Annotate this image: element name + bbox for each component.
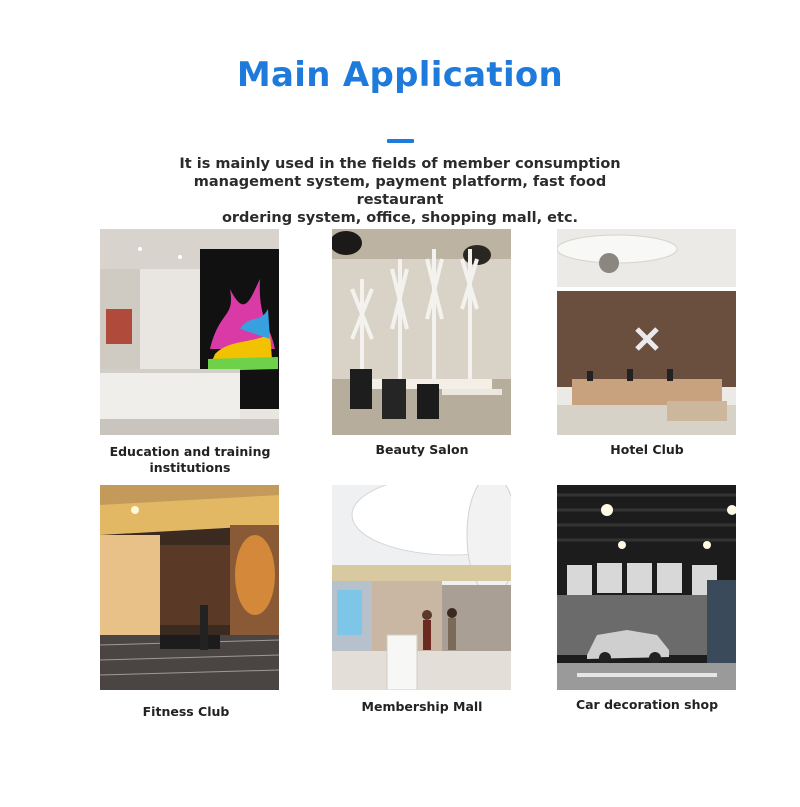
- title-divider: [387, 139, 414, 143]
- description-line: ordering system, office, shopping mall, etc.: [221, 210, 579, 226]
- description: [150, 155, 650, 227]
- car-decoration-photo: [557, 485, 736, 690]
- caption-car-decoration: Car decoration shop: [575, 697, 719, 712]
- caption-fitness-club: Fitness Club: [142, 704, 230, 719]
- caption-beauty-salon: Beauty Salon: [375, 442, 469, 457]
- page-title: Main Application: [236, 55, 564, 95]
- caption-membership-mall: Membership Mall: [361, 699, 483, 714]
- caption-hotel-club: Hotel Club: [610, 442, 684, 457]
- fitness-club-photo: [100, 485, 279, 690]
- beauty-salon-photo: [332, 229, 511, 435]
- membership-mall-photo: [332, 485, 511, 690]
- hotel-club-photo: [557, 229, 736, 435]
- description-line: It is mainly used in the fields of member consumption: [179, 156, 621, 172]
- description-line: management system, payment platform, fast food restaurant: [193, 174, 607, 208]
- education-training-photo: [100, 229, 279, 435]
- caption-education: Education and training institutions: [109, 444, 271, 475]
